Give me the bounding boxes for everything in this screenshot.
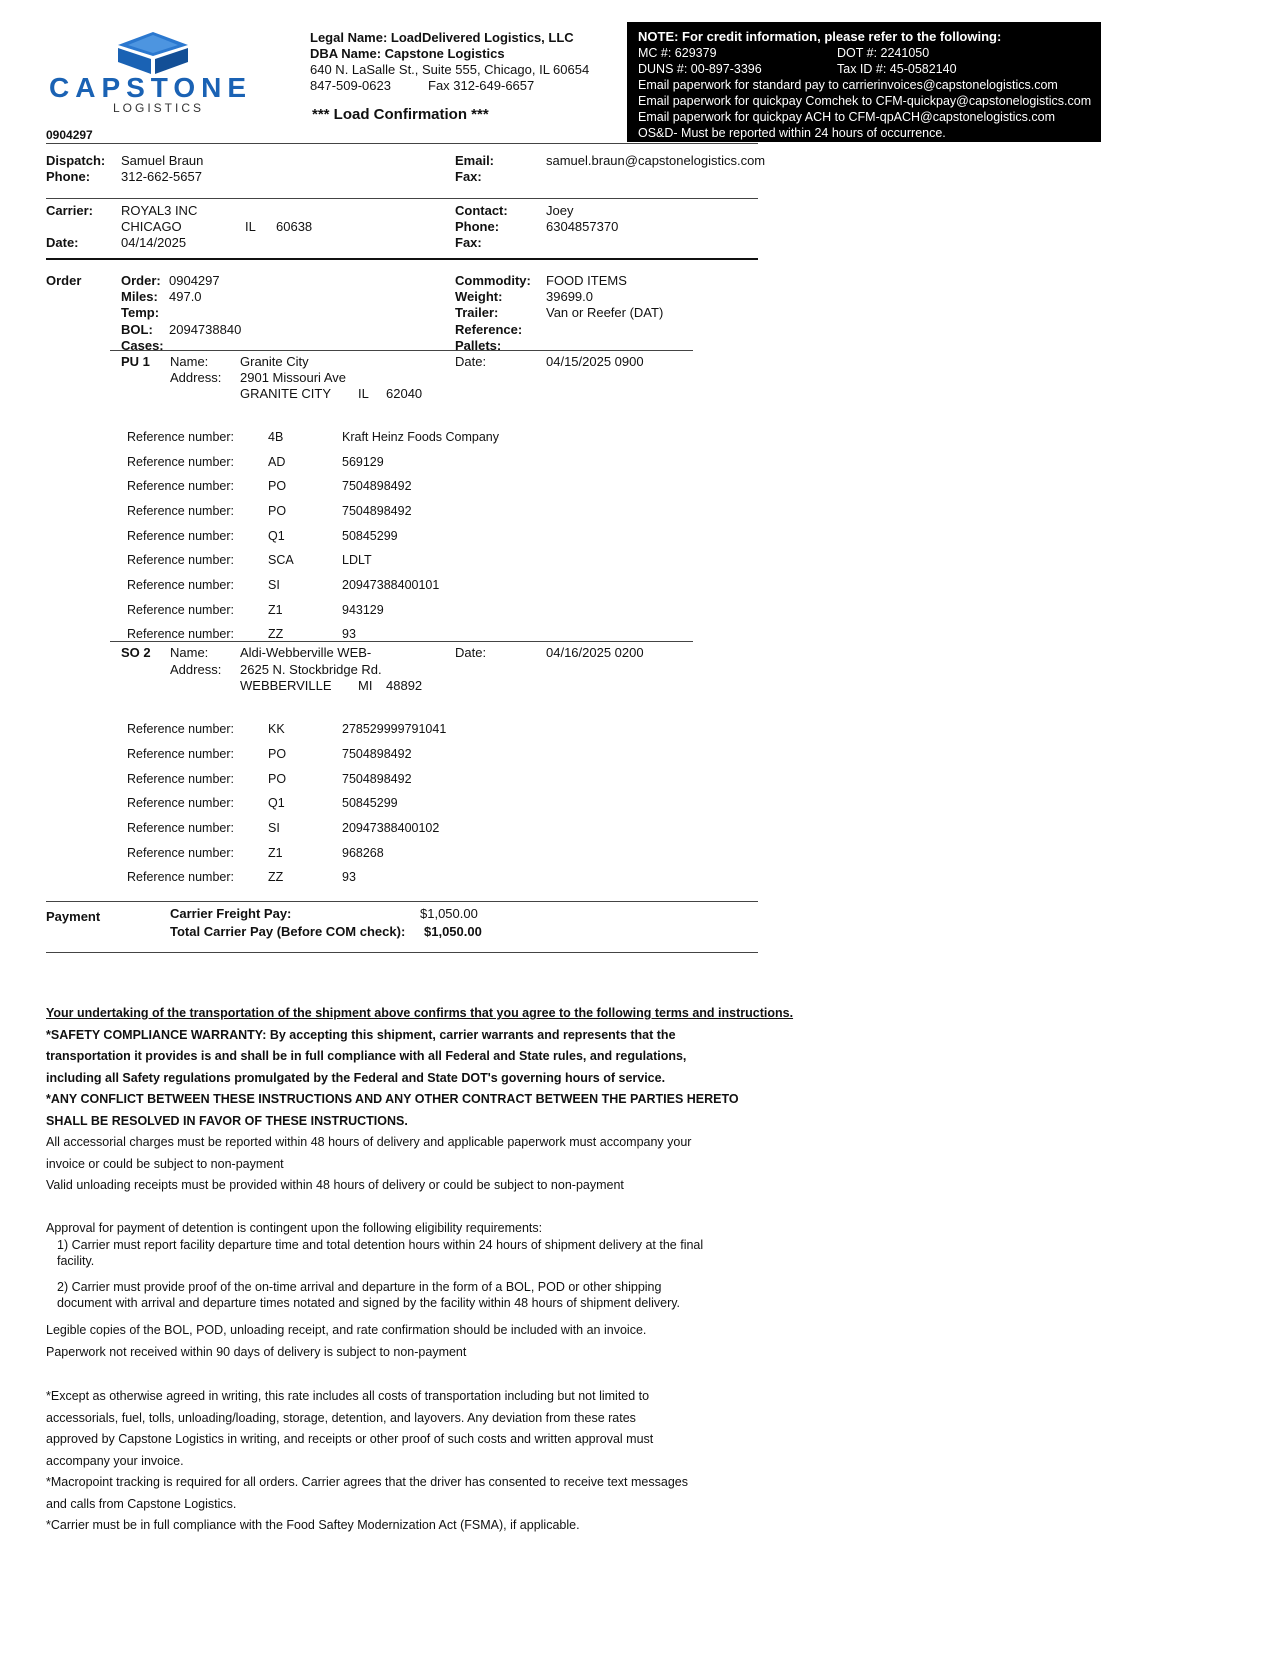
detention-requirement-1: 1) Carrier must report facility departure time and total detention hours within 24 hours of shipment delivery at the final [57,1238,704,1252]
reference-code: AD [268,455,286,469]
safety-warranty-text: including all Safety regulations promulgated by the Federal and State DOT's governing hours of service. [46,1071,666,1085]
note-osd: OS&D- Must be reported within 24 hours of occurrence. [638,126,946,140]
carrier-name: ROYAL3 INC [121,203,198,218]
safety-warranty-text: *SAFETY COMPLIANCE WARRANTY: By accepting this shipment, carrier warrants and represents that the [46,1028,676,1042]
rate-inclusion-text: accessorials, fuel, tolls, unloading/loading, storage, detention, and layovers. Any deviation from these rates [46,1411,636,1425]
reference-label: Reference number: [127,479,235,493]
reference-code: KK [268,722,285,736]
bol-value: 2094738840 [169,322,242,337]
trailer-label: Trailer: [455,305,499,320]
order-label: Order: [121,273,161,288]
carrier-phone-value: 6304857370 [546,219,619,234]
reference-code: SI [268,578,280,592]
carrier-zip: 60638 [276,219,313,234]
reference-value: 7504898492 [342,747,412,761]
capstone-cube-logo-icon [118,32,188,74]
legal-name: Legal Name: LoadDelivered Logistics, LLC [310,30,574,45]
note-quickpay-ach: Email paperwork for quickpay ACH to CFM-qpACH@capstonelogistics.com [638,110,1056,124]
reference-label: Reference number: [127,603,235,617]
document-number: 0904297 [46,128,93,142]
reference-label: Reference number: [127,504,235,518]
document-title: *** Load Confirmation *** [312,106,489,123]
dispatch-value: Samuel Braun [121,153,204,168]
reference-code: ZZ [268,870,284,884]
reference-label: Reference number: [127,627,235,641]
note-mc: MC #: 629379 [638,46,717,60]
conflict-clause-text: SHALL BE RESOLVED IN FAVOR OF THESE INSTRUCTIONS. [46,1114,408,1128]
freight-pay-value: $1,050.00 [420,906,478,921]
miles-label: Miles: [121,289,158,304]
stop-zip: 62040 [386,386,423,401]
macropoint-text: *Macropoint tracking is required for all orders. Carrier agrees that the driver has consented to receive text messages [46,1475,688,1489]
rate-inclusion-text: accompany your invoice. [46,1454,184,1468]
divider [46,952,758,953]
stop-date-label: Date: [455,645,487,660]
commodity-label: Commodity: [455,273,531,288]
divider [110,641,693,642]
terms-heading: Your undertaking of the transportation of the shipment above confirms that you agree to the following terms and instructions. [46,1006,794,1020]
reference-value: 7504898492 [342,504,412,518]
reference-value: 943129 [342,603,384,617]
reference-label: Reference number: [127,821,235,835]
rate-inclusion-text: *Except as otherwise agreed in writing, this rate includes all costs of transportation including but not limited to [46,1389,650,1403]
dispatch-email-value: samuel.braun@capstonelogistics.com [546,153,766,168]
note-heading: NOTE: For credit information, please refer to the following: [638,29,1002,44]
dispatch-label: Dispatch: [46,153,106,168]
stop-date-label: Date: [455,354,487,369]
stop-name: Aldi-Webberville WEB- [240,645,372,660]
commodity-value: FOOD ITEMS [546,273,627,288]
reference-code: Q1 [268,796,285,810]
reference-code: PO [268,504,287,518]
reference-label: Reference number: [127,722,235,736]
temp-label: Temp: [121,305,160,320]
company-phone: 847-509-0623 [310,78,391,93]
reference-code: ZZ [268,627,284,641]
stop-date: 04/15/2025 0900 [546,354,644,369]
reference-code: PO [268,747,287,761]
unloading-receipts-text: Valid unloading receipts must be provided within 48 hours of delivery or could be subject to non-payment [46,1178,624,1192]
reference-label: Reference number: [127,430,235,444]
reference-code: PO [268,772,287,786]
note-dot: DOT #: 2241050 [837,46,930,60]
detention-requirement-2-cont: document with arrival and departure times notated and signed by the facility within 48 hours of shipment delivery. [57,1296,681,1310]
company-address: 640 N. LaSalle St., Suite 555, Chicago, IL 60654 [310,62,590,77]
reference-value: 7504898492 [342,772,412,786]
detention-requirement-1-cont: facility. [57,1254,95,1268]
reference-label: Reference number: [127,529,235,543]
safety-warranty-text: transportation it provides is and shall be in full compliance with all Federal and State rules, and regulations, [46,1049,687,1063]
stop-address-label: Address: [170,662,222,677]
logo-subtitle: LOGISTICS [113,101,205,115]
dba-name: DBA Name: Capstone Logistics [310,46,505,61]
carrier-date-value: 04/14/2025 [121,235,187,250]
reference-label: Reference number: [127,747,235,761]
bol-label: BOL: [121,322,153,337]
reference-code: Z1 [268,603,283,617]
reference-value: 278529999791041 [342,722,447,736]
reference-label: Reference number: [127,578,235,592]
detention-intro: Approval for payment of detention is contingent upon the following eligibility requirements: [46,1221,543,1235]
reference-label: Reference number: [127,772,235,786]
stop-street: 2901 Missouri Ave [240,370,346,385]
reference-code: 4B [268,430,284,444]
dispatch-phone-label: Phone: [46,169,91,184]
stop-street: 2625 N. Stockbridge Rd. [240,662,382,677]
reference-label: Reference number: [127,870,235,884]
payment-section-label: Payment [46,909,101,924]
stop-zip: 48892 [386,678,423,693]
divider [46,143,758,144]
paperwork-deadline-text: Paperwork not received within 90 days of delivery is subject to non-payment [46,1345,467,1359]
stop-name: Granite City [240,354,309,369]
note-taxid: Tax ID #: 45-0582140 [837,62,957,76]
reference-value: 20947388400101 [342,578,440,592]
reference-label: Reference number: [127,455,235,469]
stop-state: IL [358,386,369,401]
divider [46,198,758,199]
reference-value: Kraft Heinz Foods Company [342,430,500,444]
carrier-contact-value: Joey [546,203,574,218]
reference-label: Reference number: [127,796,235,810]
reference-label: Reference number: [127,553,235,567]
stop-name-label: Name: [170,645,209,660]
reference-code: SCA [268,553,294,567]
carrier-contact-label: Contact: [455,203,508,218]
credit-note-box [627,22,1101,142]
reference-value: 968268 [342,846,384,860]
note-duns: DUNS #: 00-897-3396 [638,62,762,76]
reference-label: Reference: [455,322,523,337]
reference-value: 93 [342,870,356,884]
macropoint-text: and calls from Capstone Logistics. [46,1497,237,1511]
divider [46,258,758,260]
reference-value: 569129 [342,455,384,469]
accessorial-text: invoice or could be subject to non-payment [46,1157,284,1171]
reference-value: LDLT [342,553,372,567]
stop-name-label: Name: [170,354,209,369]
stop-city: WEBBERVILLE [240,678,332,693]
stop-code: PU 1 [121,354,150,369]
dispatch-email-label: Email: [455,153,495,168]
copies-text: Legible copies of the BOL, POD, unloading receipt, and rate confirmation should be included with an invoice. [46,1323,647,1337]
weight-label: Weight: [455,289,503,304]
cases-label: Cases: [121,338,164,353]
reference-code: PO [268,479,287,493]
stop-state: MI [358,678,373,693]
conflict-clause-text: *ANY CONFLICT BETWEEN THESE INSTRUCTIONS AND ANY OTHER CONTRACT BETWEEN THE PARTIES HERETO [46,1092,739,1106]
total-pay-label: Total Carrier Pay (Before COM check): [170,924,406,939]
carrier-city: CHICAGO [121,219,182,234]
reference-code: Q1 [268,529,285,543]
pallets-label: Pallets: [455,338,502,353]
note-quickpay-comchek: Email paperwork for quickpay Comchek to CFM-quickpay@capstonelogistics.com [638,94,1092,108]
detention-requirement-2: 2) Carrier must provide proof of the on-time arrival and departure in the form of a BOL, POD or other shipping [57,1280,662,1294]
stop-code: SO 2 [121,645,151,660]
order-value: 0904297 [169,273,220,288]
stop-city: GRANITE CITY [240,386,332,401]
dispatch-fax-label: Fax: [455,169,482,184]
carrier-date-label: Date: [46,235,79,250]
total-pay-value: $1,050.00 [424,924,482,939]
divider [110,350,693,351]
carrier-fax-label: Fax: [455,235,482,250]
reference-label: Reference number: [127,846,235,860]
accessorial-text: All accessorial charges must be reported within 48 hours of delivery and applicable paperwork must accompany your [46,1135,692,1149]
stop-address-label: Address: [170,370,222,385]
reference-value: 93 [342,627,356,641]
logo-wordmark: CAPSTONE [49,72,253,103]
freight-pay-label: Carrier Freight Pay: [170,906,292,921]
company-fax: Fax 312-649-6657 [428,78,535,93]
trailer-value: Van or Reefer (DAT) [546,305,664,320]
order-section-label: Order [46,273,82,288]
carrier-state: IL [245,219,256,234]
divider [46,901,758,902]
dispatch-phone-value: 312-662-5657 [121,169,202,184]
reference-code: SI [268,821,280,835]
reference-value: 50845299 [342,529,398,543]
carrier-phone-label: Phone: [455,219,500,234]
stop-date: 04/16/2025 0200 [546,645,644,660]
weight-value: 39699.0 [546,289,593,304]
reference-value: 50845299 [342,796,398,810]
reference-value: 7504898492 [342,479,412,493]
reference-value: 20947388400102 [342,821,440,835]
reference-code: Z1 [268,846,283,860]
carrier-label: Carrier: [46,203,93,218]
rate-inclusion-text: approved by Capstone Logistics in writing, and receipts or other proof of such costs and written approval must [46,1432,654,1446]
miles-value: 497.0 [169,289,202,304]
note-standard-pay: Email paperwork for standard pay to carrierinvoices@capstonelogistics.com [638,78,1058,92]
fsma-text: *Carrier must be in full compliance with the Food Saftey Modernization Act (FSMA), if applicable. [46,1518,580,1532]
